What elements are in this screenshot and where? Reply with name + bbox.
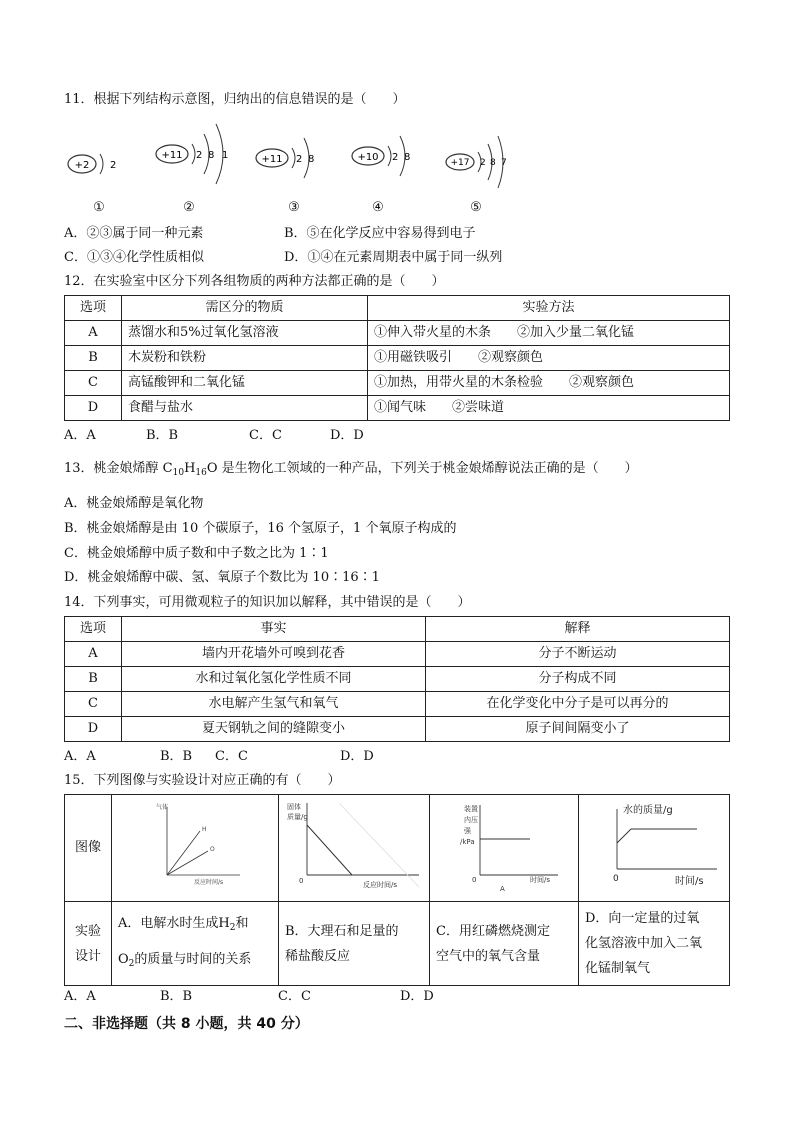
q14-row-c-explain: 在化学变化中分子是可以再分的	[426, 692, 730, 717]
q15-graph-c	[430, 795, 578, 896]
q12-row-b-method: ①用磁铁吸引 ②观察颜色	[368, 346, 730, 371]
q12-header-option: 选项	[65, 296, 122, 321]
q12-row-c-option: C	[65, 371, 122, 396]
atom-1-diagram	[68, 154, 116, 174]
q12-row-b-option: B	[65, 346, 122, 371]
q15-graph-d-xlabel: 时间/s	[675, 876, 704, 887]
q12-header-substance: 需区分的物质	[122, 296, 368, 321]
q14-answer-b[interactable]: B．B	[160, 749, 193, 764]
q14-answer-d[interactable]: D．D	[340, 749, 374, 764]
q15-label-image: 图像	[65, 795, 112, 902]
q15-design-c-line-2: 空气中的氧气含量	[436, 948, 541, 964]
q15-graph-b	[279, 795, 429, 896]
q15-graph-a-h2: H	[202, 826, 207, 833]
q15-design-a-line-2	[118, 947, 278, 977]
q11-option-d[interactable]: D．①④在元素周期表中属于同一纵列	[284, 250, 503, 265]
q15-graph-b-ylabel-2: 质量/g	[287, 813, 308, 821]
q12-row-a-option: A	[65, 321, 122, 346]
q14-stem: 14．下列事实，可用微观粒子的知识加以解释，其中错误的是（ ）	[64, 595, 471, 610]
atom-4-diagram	[352, 136, 410, 176]
q11-option-a[interactable]: A．②③属于同一种元素	[64, 226, 204, 241]
q15-graph-d-cell	[579, 795, 730, 902]
q12-answer-c[interactable]: C．C	[249, 428, 282, 443]
q14-row-d-option: D	[65, 717, 122, 742]
q14-answer-a[interactable]: A．A	[64, 749, 96, 764]
q14-row-a-fact: 墙内开花墙外可嗅到花香	[122, 642, 426, 667]
q12-header-method: 实验方法	[368, 296, 730, 321]
q11-option-c[interactable]: C．①③④化学性质相似	[64, 250, 204, 265]
q14-row-b-explain: 分子构成不同	[426, 667, 730, 692]
atom-2-shell-2: 8	[208, 150, 215, 161]
q15-graph-a-o2: O	[210, 846, 215, 853]
q13-option-b[interactable]: B．桃金娘烯醇是由 10 个碳原子，16 个氢原子，1 个氧原子构成的	[64, 521, 457, 536]
q14-table	[64, 616, 730, 742]
q15-design-a-text-2b: 的质量与时间的关系	[134, 951, 252, 967]
q15-graph-b-cell	[279, 795, 430, 902]
q15-graph-a	[112, 795, 278, 896]
atom-1-shell-1: 2	[110, 160, 117, 171]
q14-row-d-explain: 原子间间隔变小了	[426, 717, 730, 742]
q15-design-a-sub-1: 2	[229, 922, 236, 933]
q11-option-b[interactable]: B．⑤在化学反应中容易得到电子	[284, 226, 476, 241]
q15-graph-a-ylabel: 气体	[156, 804, 169, 811]
q13-subscript-c: 10	[172, 468, 185, 478]
q12-answer-d[interactable]: D．D	[330, 428, 364, 443]
atom-structure-diagrams	[60, 118, 530, 198]
q12-row-d-option: D	[65, 396, 122, 421]
q15-graph-d	[579, 795, 727, 896]
q14-row-b-option: B	[65, 667, 122, 692]
q14-answer-c[interactable]: C．C	[215, 749, 248, 764]
atom-4-nucleus: +10	[357, 152, 379, 163]
q15-graph-c-origin: 0	[472, 876, 477, 884]
q15-design-b-line-2: 稀盐酸反应	[285, 948, 351, 964]
q15-graph-b-ylabel-1: 固体	[287, 803, 301, 811]
q14-header-fact: 事实	[122, 617, 426, 642]
q13-subscript-h: 16	[195, 468, 207, 478]
atom-5-label: ⑤	[470, 200, 482, 215]
q12-row-a-substance: 蒸馏水和5%过氧化氢溶液	[122, 321, 368, 346]
q15-graph-c-a: A	[500, 885, 505, 893]
atom-3-shell-1: 2	[296, 154, 303, 165]
atom-3-nucleus: +11	[261, 154, 283, 165]
atom-2-diagram	[156, 124, 228, 184]
q12-answer-a[interactable]: A．A	[64, 428, 96, 443]
atom-2-shell-1: 2	[196, 150, 203, 161]
q15-design-d	[579, 902, 730, 986]
q15-graph-a-xlabel: 反应时间/s	[194, 879, 224, 886]
q15-design-a-text-1: A．电解水时生成H	[118, 915, 230, 931]
q15-design-b-line-1: B．大理石和足量的	[285, 923, 399, 939]
q13-stem-post: 是生物化工领域的一种产品，下列关于桃金娘烯醇说法正确的是（ ）	[217, 461, 638, 476]
q15-graph-c-xlabel: 时间/s	[530, 876, 551, 884]
q12-row-c-substance: 高锰酸钾和二氧化锰	[122, 371, 368, 396]
q15-graph-c-cell	[430, 795, 579, 902]
q15-graph-b-origin: 0	[299, 877, 304, 885]
q15-graph-b-xlabel: 反应时间/s	[363, 881, 398, 889]
q15-design-b	[279, 902, 430, 986]
q13-stem-o: O	[206, 461, 218, 476]
q15-graph-c-ylabel-4: /kPa	[460, 838, 475, 846]
q14-header-option: 选项	[65, 617, 122, 642]
q15-graph-c-ylabel-2: 内压	[464, 816, 478, 824]
q12-row-d-method: ①闻气味 ②尝味道	[368, 396, 730, 421]
q15-design-d-line-2: 化氢溶液中加入二氧	[585, 936, 703, 951]
atom-3-label: ③	[288, 200, 300, 215]
atom-1-nucleus: +2	[74, 160, 90, 171]
q15-design-d-line-1: D．向一定量的过氧	[585, 911, 700, 926]
q15-stem: 15．下列图像与实验设计对应正确的有（ ）	[64, 773, 341, 788]
q15-graph-a-cell	[112, 795, 279, 902]
q13-option-d[interactable]: D．桃金娘烯醇中碳、氢、氧原子个数比为 10∶16∶1	[64, 570, 380, 585]
q15-design-c	[430, 902, 579, 986]
q15-label-design	[65, 902, 112, 986]
atom-4-label: ④	[372, 200, 384, 215]
atom-2-label: ②	[183, 200, 195, 215]
q13-option-a[interactable]: A．桃金娘烯醇是氧化物	[64, 496, 204, 511]
q14-row-d-fact: 夏天钢轨之间的缝隙变小	[122, 717, 426, 742]
q15-graph-d-origin: 0	[613, 874, 619, 884]
atom-4-shell-1: 2	[392, 152, 399, 163]
q14-row-a-explain: 分子不断运动	[426, 642, 730, 667]
q15-graph-c-ylabel-1: 装置	[464, 805, 478, 813]
q12-row-a-method: ①伸入带火星的木条 ②加入少量二氧化锰	[368, 321, 730, 346]
q15-design-a	[112, 902, 279, 986]
q14-row-a-option: A	[65, 642, 122, 667]
q13-stem-pre: 13．桃金娘烯醇 C	[64, 461, 173, 476]
atom-1-label: ①	[93, 200, 105, 215]
atom-3-diagram	[256, 138, 314, 178]
atom-3-shell-2: 8	[308, 154, 315, 165]
atom-4-shell-2: 8	[404, 152, 411, 163]
q12-row-d-substance: 食醋与盐水	[122, 396, 368, 421]
q14-row-c-fact: 水电解产生氢气和氧气	[122, 692, 426, 717]
section-heading: 二、非选择题（共 8 小题，共 40 分）	[64, 1016, 309, 1032]
atom-5-shell-2: 8	[490, 158, 496, 168]
q15-design-a-line-1	[118, 911, 278, 941]
q13-option-c[interactable]: C．桃金娘烯醇中质子数和中子数之比为 1∶1	[64, 546, 329, 561]
q15-table	[64, 794, 730, 986]
q12-answer-b[interactable]: B．B	[146, 428, 179, 443]
q15-design-a-text-1b: 和	[235, 915, 249, 931]
q12-row-c-method: ①加热，用带火星的木条检验 ②观察颜色	[368, 371, 730, 396]
q15-design-a-text-2: O	[118, 951, 129, 967]
q15-answer-d[interactable]: D．D	[400, 989, 434, 1004]
q11-stem: 11．根据下列结构示意图，归纳出的信息错误的是（ ）	[64, 92, 406, 107]
q14-header-explain: 解释	[426, 617, 730, 642]
q13-stem	[64, 460, 638, 482]
q15-answer-b[interactable]: B．B	[160, 989, 193, 1004]
q15-answer-c[interactable]: C．C	[278, 989, 311, 1004]
atom-2-nucleus: +11	[161, 150, 183, 161]
q15-graph-d-ylabel: 水的质量/g	[623, 805, 673, 816]
q14-row-b-fact: 水和过氧化氢化学性质不同	[122, 667, 426, 692]
q12-stem: 12．在实验室中区分下列各组物质的两种方法都正确的是（ ）	[64, 274, 445, 289]
q12-row-b-substance: 木炭粉和铁粉	[122, 346, 368, 371]
q15-design-a-sub-2: 2	[128, 958, 135, 969]
atom-5-shell-1: 2	[480, 158, 486, 168]
q15-graph-c-ylabel-3: 强	[464, 827, 471, 835]
q14-row-c-option: C	[65, 692, 122, 717]
q15-design-d-line-3: 化锰制氧气	[585, 961, 651, 976]
q15-label-design-1: 实验	[74, 923, 101, 939]
q15-label-design-2: 设计	[74, 948, 101, 964]
q13-stem-h: H	[184, 461, 196, 476]
q15-design-c-line-1: C．用红磷燃烧测定	[436, 923, 550, 939]
atom-5-diagram	[446, 136, 507, 188]
q12-table	[64, 295, 730, 421]
atom-5-nucleus: +17	[450, 158, 470, 168]
q15-answer-a[interactable]: A．A	[64, 989, 96, 1004]
atom-2-shell-3: 1	[222, 150, 229, 161]
atom-5-shell-3: 7	[501, 158, 507, 168]
